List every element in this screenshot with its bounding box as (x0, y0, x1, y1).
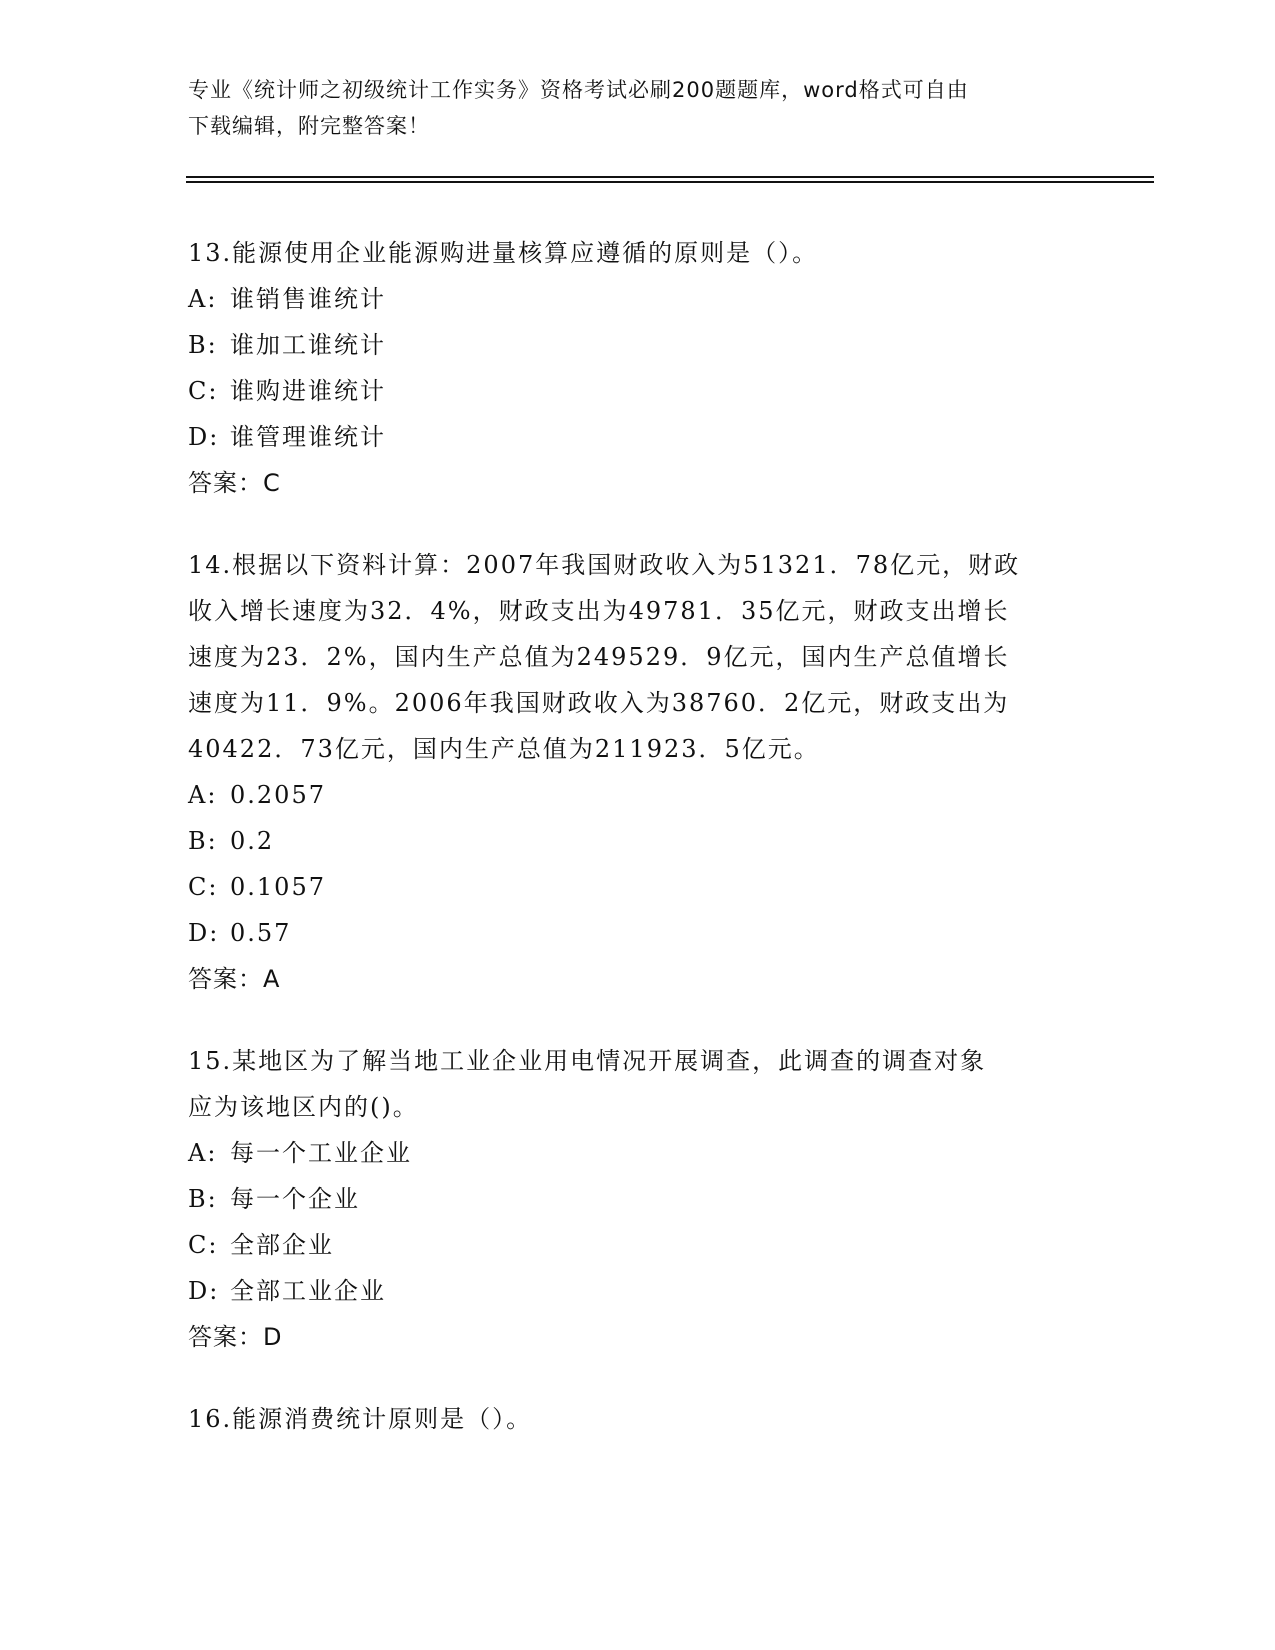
option-letter: A: (188, 1139, 218, 1167)
question-list (188, 230, 1088, 1478)
option-text: 每一个工业企业 (230, 1139, 412, 1167)
question-stem: 16.能源消费统计原则是（）。 (188, 1405, 533, 1433)
document-header (188, 72, 1088, 144)
option-text: 谁销售谁统计 (230, 285, 386, 313)
option-b (188, 818, 1088, 864)
option-text: 全部企业 (230, 1231, 334, 1259)
question-13 (188, 230, 1088, 506)
option-text: 0.57 (230, 919, 292, 947)
answer-label: 答案：C (188, 469, 281, 497)
question-stem-line: 速度为23．2%，国内生产总值为249529．9亿元，国内生产总值增长 (188, 643, 1010, 671)
option-b (188, 322, 1088, 368)
answer-label: 答案：D (188, 1323, 283, 1351)
option-d (188, 910, 1088, 956)
option-text: 谁加工谁统计 (230, 331, 386, 359)
option-letter: A: (188, 781, 218, 809)
option-letter: C: (188, 873, 219, 901)
question-stem-line: 14.根据以下资料计算：2007年我国财政收入为51321．78亿元，财政 (188, 551, 1021, 579)
option-c (188, 864, 1088, 910)
option-letter: B: (188, 331, 218, 359)
option-letter: C: (188, 1231, 219, 1259)
question-stem-line: 15.某地区为了解当地工业企业用电情况开展调查，此调查的调查对象 (188, 1047, 987, 1075)
option-text: 全部工业企业 (230, 1277, 386, 1305)
question-stem-line: 应为该地区内的()。 (188, 1093, 419, 1121)
header-line-1: 专业《统计师之初级统计工作实务》资格考试必刷200题题库，word格式可自由 (188, 78, 969, 102)
option-text: 每一个企业 (230, 1185, 360, 1213)
option-a (188, 276, 1088, 322)
option-letter: A: (188, 285, 218, 313)
option-d (188, 414, 1088, 460)
header-divider-bottom (186, 181, 1154, 183)
question-14 (188, 542, 1088, 1002)
header-line-2: 下载编辑，附完整答案！ (188, 114, 430, 138)
option-a (188, 772, 1088, 818)
question-stem-line: 速度为11．9%。2006年我国财政收入为38760．2亿元，财政支出为 (188, 689, 1010, 717)
option-letter: D: (188, 919, 220, 947)
option-text: 0.2 (230, 827, 275, 855)
option-a (188, 1130, 1088, 1176)
option-b (188, 1176, 1088, 1222)
question-stem-line: 收入增长速度为32．4%，财政支出为49781．35亿元，财政支出增长 (188, 597, 1010, 625)
option-letter: C: (188, 377, 219, 405)
option-text: 0.1057 (230, 873, 326, 901)
option-letter: D: (188, 423, 220, 451)
option-text: 0.2057 (230, 781, 326, 809)
option-letter: D: (188, 1277, 220, 1305)
option-d (188, 1268, 1088, 1314)
question-stem-line: 40422．73亿元，国内生产总值为211923．5亿元。 (188, 735, 820, 763)
option-text: 谁管理谁统计 (230, 423, 386, 451)
question-16 (188, 1396, 1088, 1442)
question-15 (188, 1038, 1088, 1360)
option-letter: B: (188, 827, 218, 855)
option-text: 谁购进谁统计 (230, 377, 386, 405)
header-divider-top (186, 176, 1154, 178)
question-stem: 13.能源使用企业能源购进量核算应遵循的原则是（）。 (188, 239, 819, 267)
option-c (188, 1222, 1088, 1268)
option-letter: B: (188, 1185, 218, 1213)
option-c (188, 368, 1088, 414)
answer-label: 答案：A (188, 965, 281, 993)
